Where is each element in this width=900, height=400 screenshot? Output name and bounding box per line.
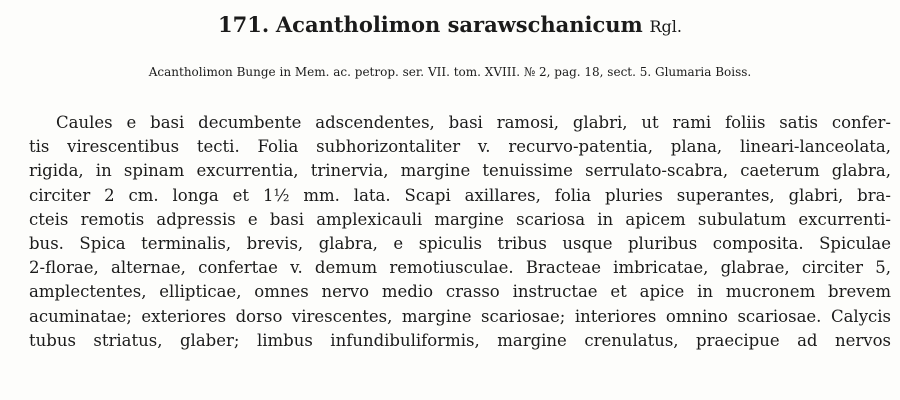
text-line: acuminatae; exteriores dorso virescentes, margine scariosae; interiores omnino scariosae. Calycis — [29, 306, 891, 326]
text-line: tis virescentibus tecti. Folia subhorizontaliter v. recurvo-patentia, plana, lineari-lanceolata, — [29, 137, 891, 157]
genus-reference: Acantholimon Bunge in Mem. ac. petrop. ser. VII. tom. XVIII. № 2, pag. 18, sect. 5. Glumaria Boiss. — [148, 65, 752, 79]
text-line: rigida, in spinam excurrentia, trinervia, margine tenuissime serrulato-scabra, caeterum glabra, — [29, 161, 891, 181]
text-line: circiter 2 cm. longa et 1½ mm. lata. Scapi axillares, folia pluries superantes, glabri, bra- — [29, 185, 891, 205]
text-line: Caules e basi decumbente adscendentes, basi ramosi, glabri, ut rami foliis satis confer- — [56, 113, 891, 132]
species-author: Rgl. — [649, 17, 682, 36]
species-number: 171. — [218, 12, 270, 37]
text-line: bus. Spica terminalis, brevis, glabra, e spiculis tribus usque pluribus composita. Spiculae — [29, 233, 891, 253]
species-name: Acantholimon sarawschanicum — [275, 12, 643, 37]
text-line: 2-florae, alternae, confertae v. demum remotiusculae. Bracteae imbricatae, glabrae, circiter 5, — [29, 258, 891, 278]
description-paragraph — [29, 111, 891, 353]
species-heading — [0, 12, 900, 40]
text-line: cteis remotis adpressis e basi amplexicauli margine scariosa in apicem subulatum excurrenti- — [29, 209, 891, 229]
text-line: amplectentes, ellipticae, omnes nervo medio crasso instructae et apice in mucronem brevem — [29, 282, 891, 302]
text-line: tubus striatus, glaber; limbus infundibuliformis, margine crenulatus, praecipue ad nervos — [29, 330, 891, 350]
